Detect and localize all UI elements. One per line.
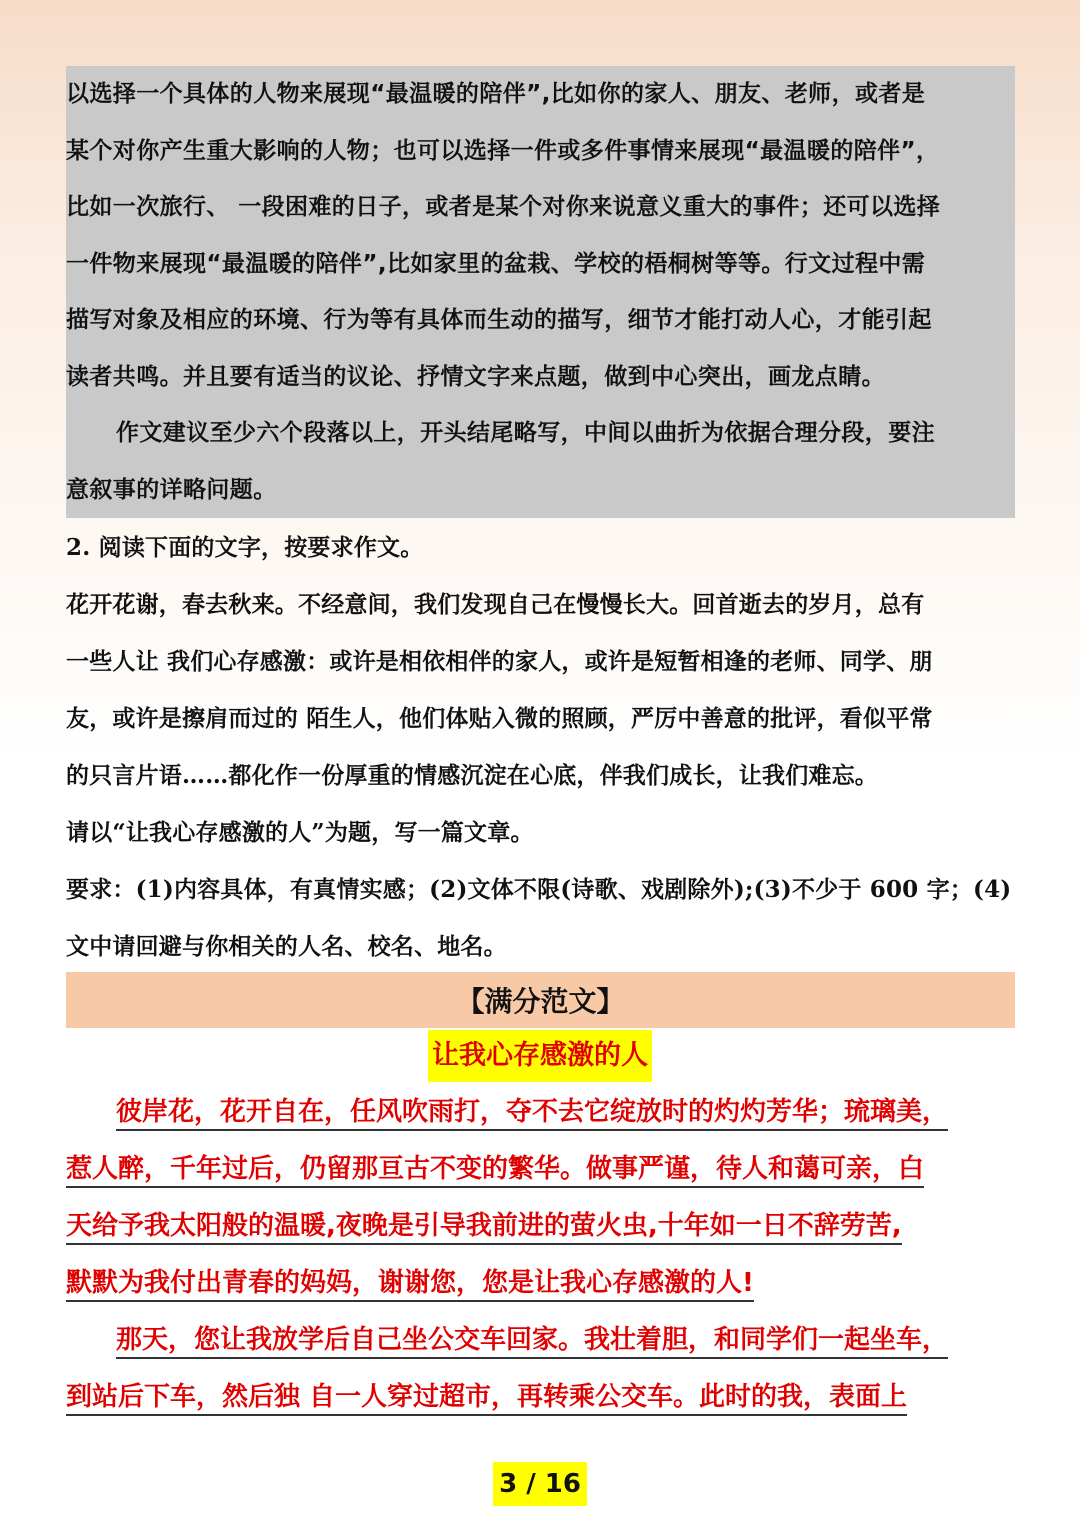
question-line: 友，或许是擦肩而过的 陌生人，他们体贴入微的照顾，严厉中善意的批评，看似平常: [66, 705, 933, 732]
question-line: 的只言片语……都化作一份厚重的情感沉淀在心底，伴我们成长，让我们难忘。: [66, 762, 878, 789]
page-indicator: 3 / 16: [493, 1462, 587, 1506]
question-requirements: 要求：(1)内容具体，有真情实感；(2)文体不限(诗歌、戏剧除外);(3)不少于 600 字；(4): [66, 876, 1012, 903]
question-heading: 2. 阅读下面的文字，按要求作文。: [66, 534, 424, 561]
model-essay-body: [66, 1084, 1015, 1426]
essay-line: 默默为我付出青春的妈妈，谢谢您，您是让我心存感激的人!: [66, 1268, 754, 1302]
question-line: 花开花谢，春去秋来。不经意间，我们发现自己在慢慢长大。回首逝去的岁月，总有: [66, 591, 925, 618]
essay-title: 让我心存感激的人: [428, 1030, 652, 1082]
essay-line: 天给予我太阳般的温暖,夜晚是引导我前进的萤火虫,十年如一日不辞劳苦,: [66, 1211, 902, 1245]
question-requirements: 文中请回避与你相关的人名、校名、地名。: [66, 933, 507, 960]
guidance-line: 作文建议至少六个段落以上，开头结尾略写，中间以曲折为依据合理分段，要注: [116, 420, 935, 446]
model-essay-banner: 【满分范文】: [66, 972, 1015, 1028]
guidance-line: 一件物来展现“最温暖的陪伴”,比如家里的盆栽、学校的梧桐树等等。行文过程中需: [66, 250, 926, 277]
essay-line: 那天，您让我放学后自己坐公交车回家。我壮着胆，和同学们一起坐车，: [116, 1325, 948, 1359]
essay-guidance-block: [66, 66, 1015, 518]
guidance-line: 读者共鸣。并且要有适当的议论、抒情文字来点题，做到中心突出，画龙点睛。: [66, 363, 885, 390]
question-prompt: 请以“让我心存感激的人”为题，写一篇文章。: [66, 819, 534, 846]
question-2-block: [66, 519, 1015, 975]
guidance-line: 比如一次旅行、 一段困难的日子，或者是某个对你来说意义重大的事件；还可以选择: [66, 194, 941, 220]
page-indicator-container: [0, 1462, 1080, 1506]
essay-line: 彼岸花，花开自在，任风吹雨打，夺不去它绽放时的灼灼芳华；琉璃美，: [116, 1097, 948, 1131]
guidance-line: 某个对你产生重大影响的人物；也可以选择一件或多件事情来展现“最温暖的陪伴”，: [66, 137, 940, 164]
guidance-line: 以选择一个具体的人物来展现“最温暖的陪伴”,比如你的家人、朋友、老师，或者是: [66, 81, 926, 107]
guidance-line: 描写对象及相应的环境、行为等有具体而生动的描写，细节才能打动人心，才能引起: [66, 307, 932, 333]
essay-line: 惹人醉，千年过后，仍留那亘古不变的繁华。做事严谨，待人和蔼可亲，白: [66, 1154, 924, 1188]
essay-line: 到站后下车，然后独 自一人穿过超市，再转乘公交车。此时的我，表面上: [66, 1382, 907, 1416]
question-line: 一些人让 我们心存感激：或许是相依相伴的家人，或许是短暂相逢的老师、同学、朋: [66, 648, 933, 675]
guidance-line: 意叙事的详略问题。: [66, 476, 277, 503]
essay-title-container: [0, 1030, 1080, 1082]
